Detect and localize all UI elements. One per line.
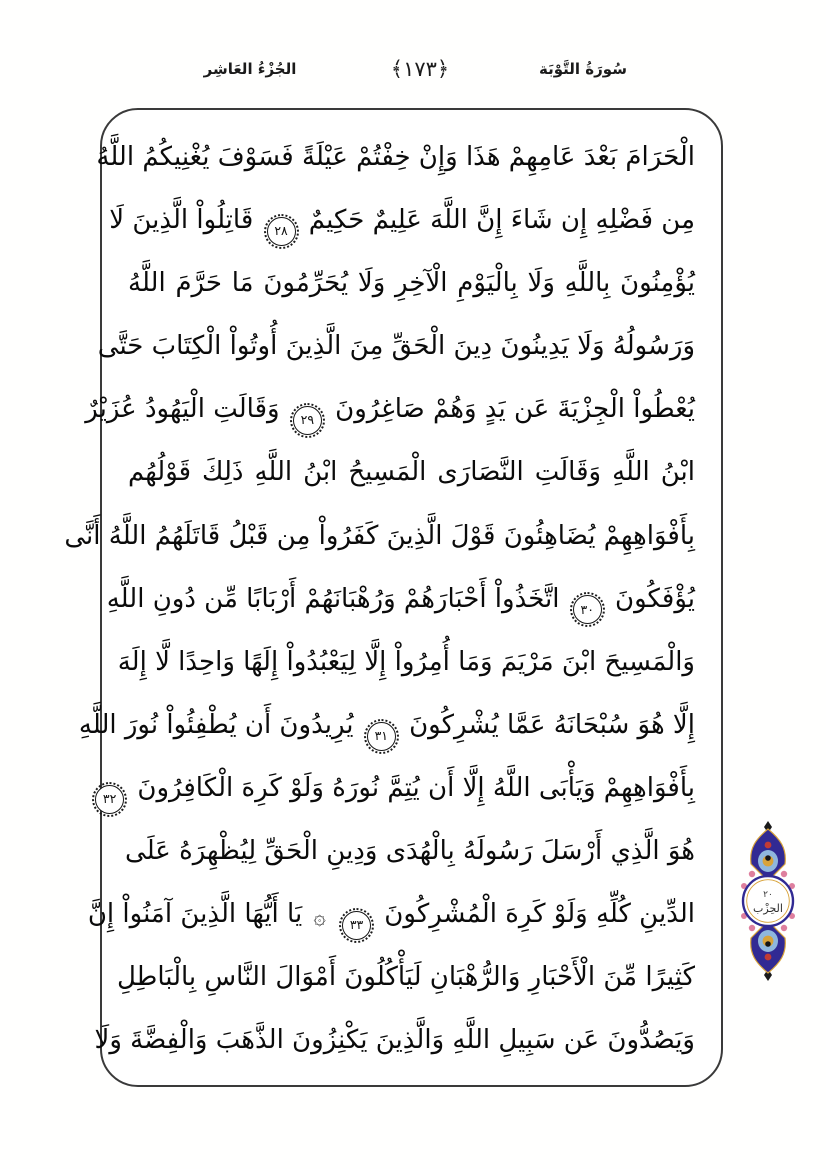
hizb-ornament xyxy=(738,820,798,982)
quran-line: إِلَّا هُوَ سُبْحَانَهُ عَمَّا يُشْرِكُونَ ٣١ يُرِيدُونَ أَن يُطْفِئُواْ نُورَ اللَّهِ xyxy=(128,694,695,757)
quran-line: الدِّينِ كُلِّهِ وَلَوْ كَرِهَ الْمُشْرِكُونَ ٣٣ ۞ يَا أَيُّهَا الَّذِينَ آمَنُواْ إِنَّ xyxy=(128,883,695,946)
juz-title: الجُزْءُ العَاشِر xyxy=(203,60,297,78)
ayah-end-marker: ٣١ xyxy=(367,722,396,751)
quran-line: ابْنُ اللَّهِ وَقَالَتِ النَّصَارَى الْمَسِيحُ ابْنُ اللَّهِ ذَلِكَ قَوْلُهُم xyxy=(128,457,695,488)
quran-line: بِأَفْوَاهِهِمْ يُضَاهِئُونَ قَوْلَ الَّذِينَ كَفَرُواْ مِن قَبْلُ قَاتَلَهُمُ اللَّهُ أَنَّى xyxy=(64,520,695,551)
page-number: ﴿١٧٣﴾ xyxy=(390,57,450,81)
hizb-ornament-graphic xyxy=(738,820,798,982)
ayah-end-marker: ٣٣ xyxy=(342,911,371,940)
ayah-end-marker: ٣٢ xyxy=(95,785,124,814)
quran-line: بِأَفْوَاهِهِمْ وَيَأْبَى اللَّهُ إِلَّا أَن يُتِمَّ نُورَهُ وَلَوْ كَرِهَ الْكَافِرُونَ ٣٢ xyxy=(128,757,695,820)
quran-line: هُوَ الَّذِي أَرْسَلَ رَسُولَهُ بِالْهُدَى وَدِينِ الْحَقِّ لِيُظْهِرَهُ عَلَى xyxy=(125,836,695,867)
quran-line: وَرَسُولُهُ وَلَا يَدِينُونَ دِينَ الْحَقِّ مِنَ الَّذِينَ أُوتُواْ الْكِتَابَ حَتَّى xyxy=(97,331,695,362)
quran-text-block xyxy=(64,110,721,1085)
ayah-end-marker: ٢٩ xyxy=(293,406,322,435)
ayah-end-marker: ٣٠ xyxy=(573,595,602,624)
surah-title: سُورَةُ التَّوْبَة xyxy=(539,60,627,78)
hizb-number: ٢٠ xyxy=(763,890,773,900)
text-frame xyxy=(64,108,723,1087)
rub-el-hizb-icon: ۞ xyxy=(313,905,326,930)
quran-line: يُؤْفَكُونَ ٣٠ اتَّخَذُواْ أَحْبَارَهُمْ وَرُهْبَانَهُمْ أَرْبَابًا مِّن دُونِ اللَّهِ xyxy=(128,568,695,631)
quran-line: مِن فَضْلِهِ إِن شَاءَ إِنَّ اللَّهَ عَلِيمٌ حَكِيمٌ ٢٨ قَاتِلُواْ الَّذِينَ لَا xyxy=(128,189,695,252)
quran-line: يُعْطُواْ الْجِزْيَةَ عَن يَدٍ وَهُمْ صَاغِرُونَ ٢٩ وَقَالَتِ الْيَهُودُ عُزَيْرٌ xyxy=(128,378,695,441)
quran-line: الْحَرَامَ بَعْدَ عَامِهِمْ هَذَا وَإِنْ خِفْتُمْ عَيْلَةً فَسَوْفَ يُغْنِيكُمُ اللَّهُ xyxy=(96,142,695,172)
hizb-label: الحِزْب xyxy=(753,902,783,915)
ayah-end-marker: ٢٨ xyxy=(267,217,296,246)
quran-line: وَالْمَسِيحَ ابْنَ مَرْيَمَ وَمَا أُمِرُواْ إِلَّا لِيَعْبُدُواْ إِلَهًا وَاحِدًا لَّا إِلَهَ xyxy=(117,646,695,677)
quran-line: وَيَصُدُّونَ عَن سَبِيلِ اللَّهِ وَالَّذِينَ يَكْنِزُونَ الذَّهَبَ وَالْفِضَّةَ وَلَا xyxy=(94,1025,695,1056)
quran-line: كَثِيرًا مِّنَ الْأَحْبَارِ وَالرُّهْبَانِ لَيَأْكُلُونَ أَمْوَالَ النَّاسِ بِالْبَاطِلِ xyxy=(116,962,695,993)
quran-line: يُؤْمِنُونَ بِاللَّهِ وَلَا بِالْيَوْمِ الْآخِرِ وَلَا يُحَرِّمُونَ مَا حَرَّمَ اللَّهُ xyxy=(128,268,695,299)
